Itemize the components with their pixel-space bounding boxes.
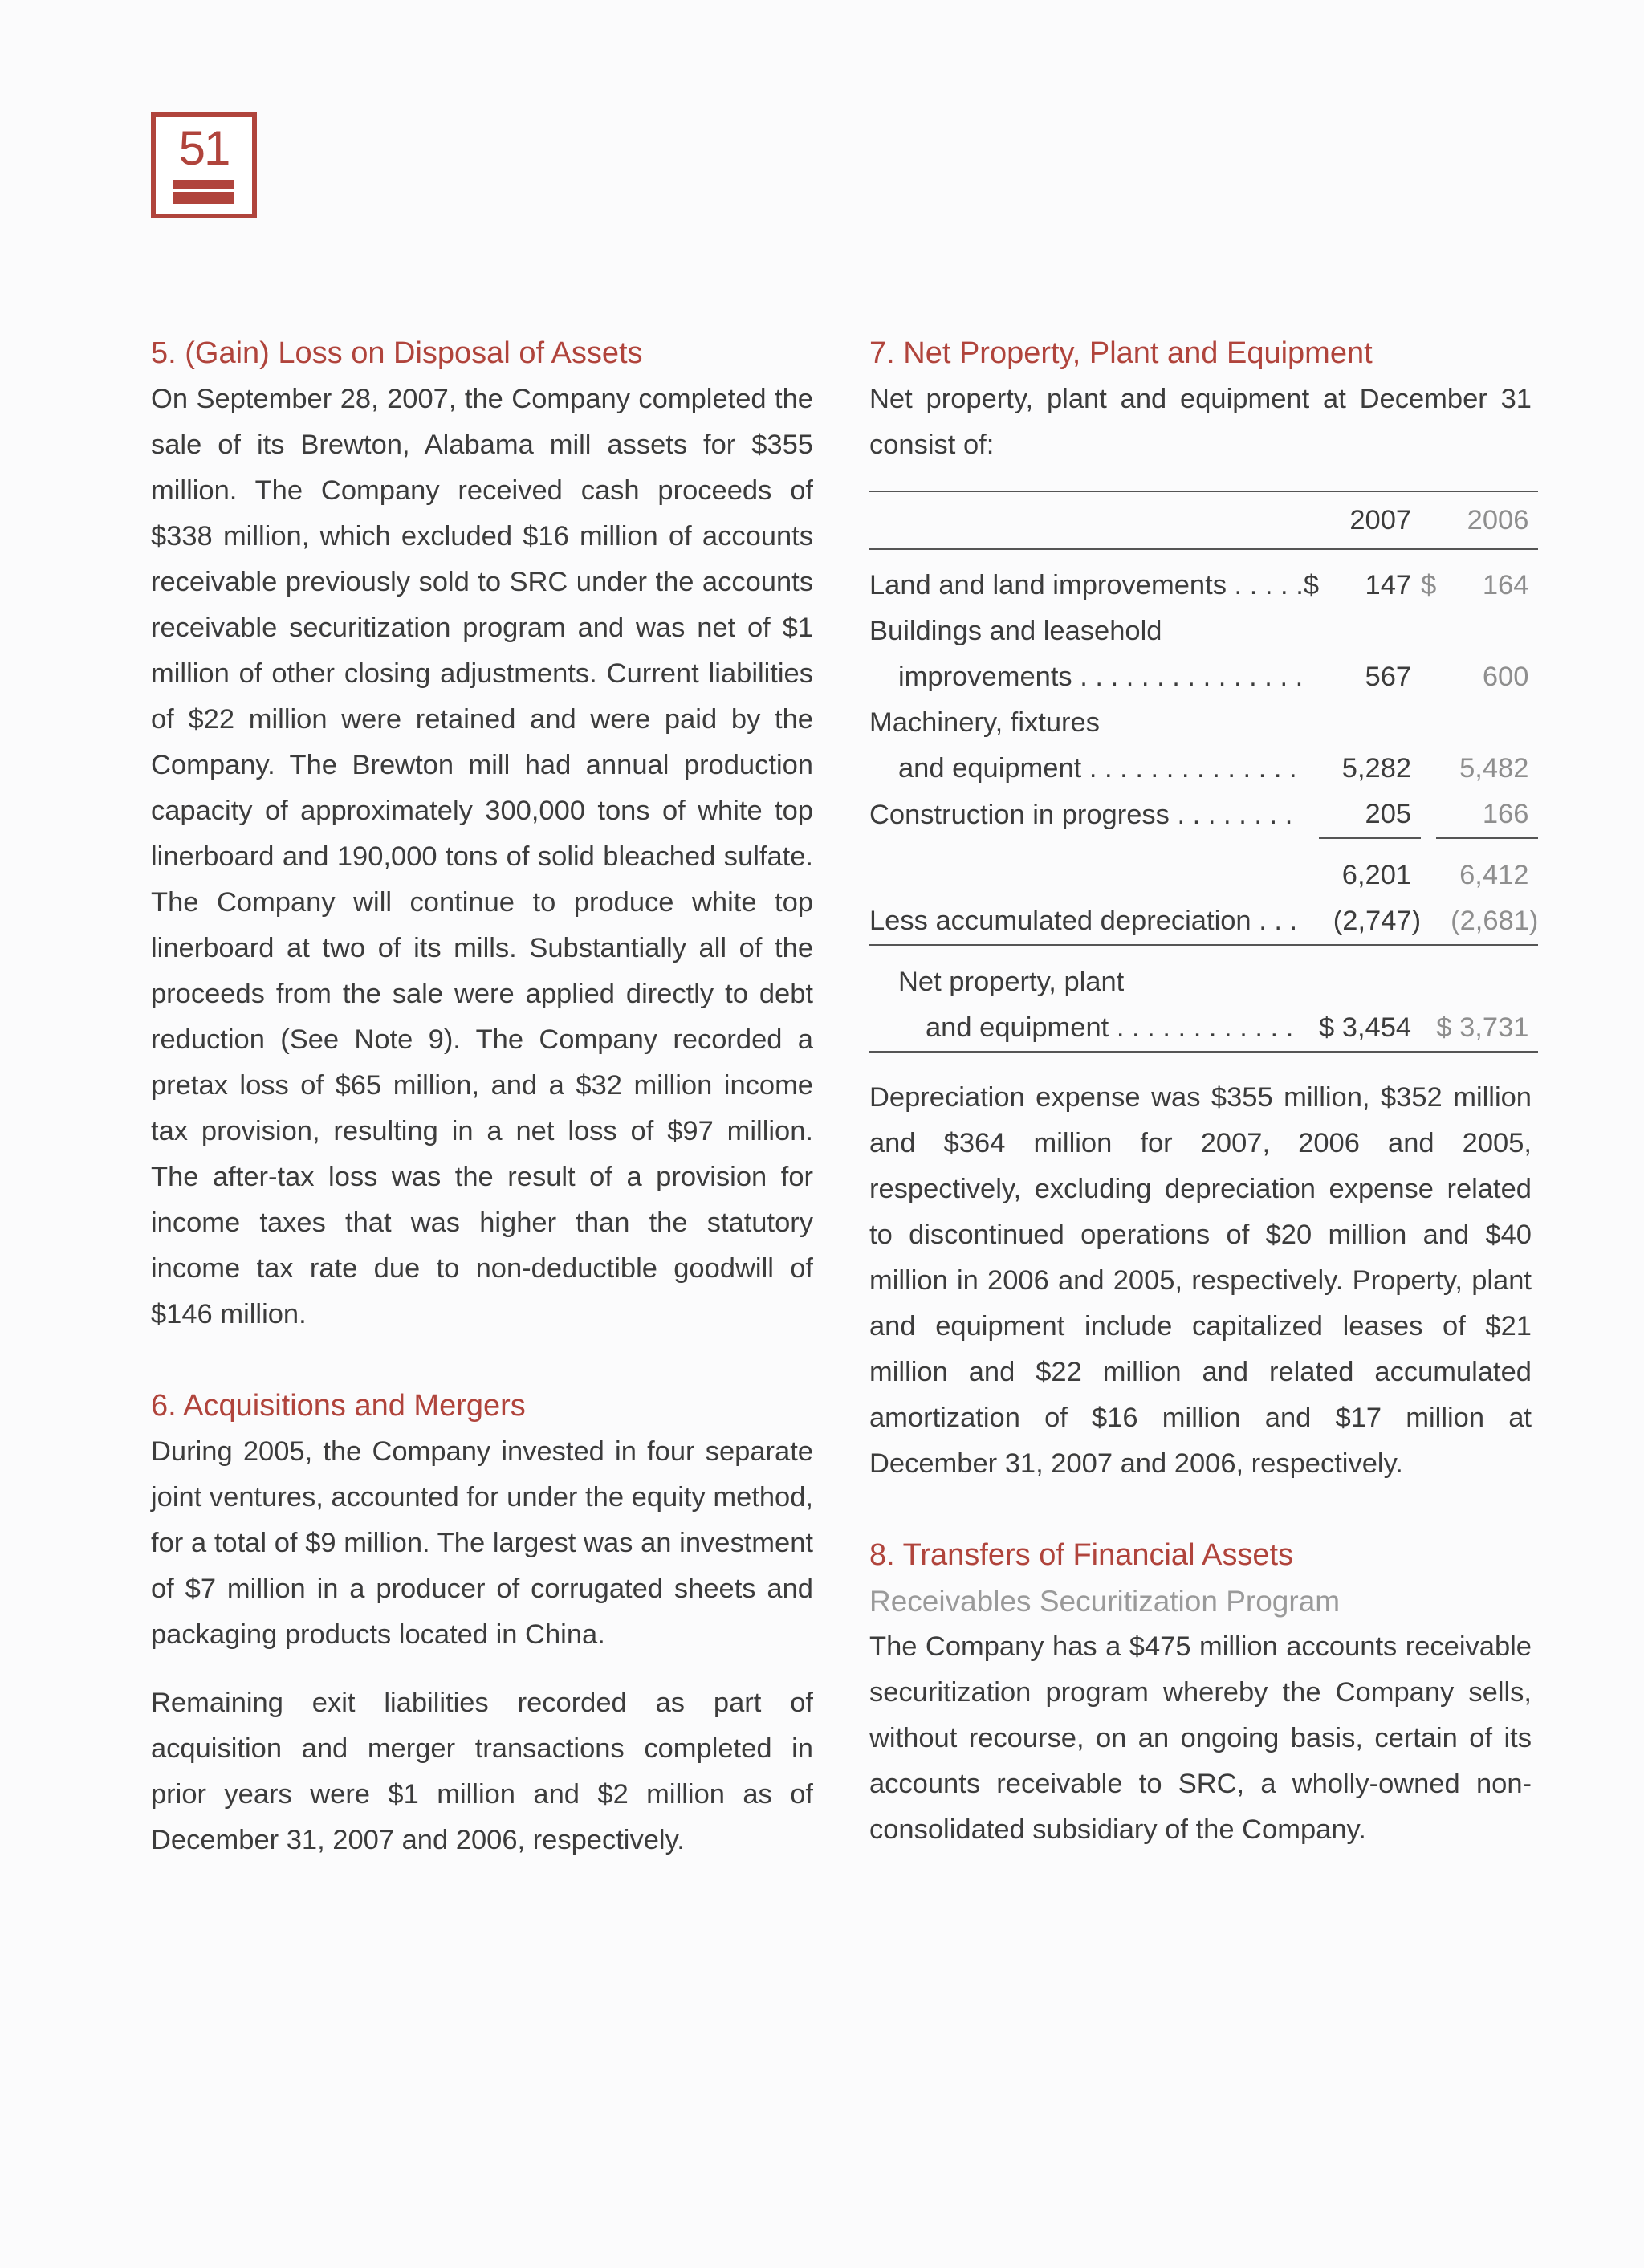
table-row <box>869 700 1538 746</box>
section8-body: The Company has a $475 million accounts receivable securitization program whereby the Company sells, without recourse, on an ongoing basis, certain of its accounts receivable to SRC, a wholly-owned non-consolidated subsidiary of the Company. <box>869 1631 1532 1845</box>
row-label-net-1: Net property, plant <box>898 967 1125 997</box>
col-header-2007: 2007 <box>1319 491 1421 549</box>
table-row <box>869 792 1538 838</box>
subtotal-2007: 6,201 <box>1341 860 1412 890</box>
construction-2007: 205 <box>1319 792 1421 838</box>
table-row <box>869 746 1538 792</box>
land-2007: 147 <box>1365 570 1412 601</box>
buildings-2007: 567 <box>1365 662 1412 692</box>
row-label-machinery-1: Machinery, fixtures <box>869 707 1100 738</box>
table-row <box>869 945 1538 1005</box>
section6-heading: 6. Acquisitions and Mergers <box>151 1389 526 1423</box>
table-row <box>869 609 1538 654</box>
right-column <box>869 331 1539 1853</box>
subtotal-2006: 6,412 <box>1459 860 1529 890</box>
row-label-buildings-2: improvements . . . . . . . . . . . . . . . <box>898 662 1304 692</box>
ppe-table <box>869 491 1538 1053</box>
section6-para1: During 2005, the Company invested in four separate joint ventures, accounted for under the equity method, for a total of $9 million. The largest was an investment of $7 million in a producer of corrugated sheets and packaging products located in China. <box>151 1436 813 1650</box>
land-2006: 164 <box>1482 570 1529 601</box>
page-number-badge <box>151 112 257 218</box>
depreciation-2007: (2,747) <box>1319 898 1421 945</box>
section7-after-text: Depreciation expense was $355 million, $352 million and $364 million for 2007, 2006 and 2005, respectively, excluding depreciation expense related to discontinued operations of $20 million and $40 million in 2006 and 2005, respectively. Property, plant and equipment include capitalized leases of $21 million and $22 million and related accumulated amortization of $16 million and $17 million at December 31, 2007 and 2006, respectively. <box>869 1082 1532 1479</box>
buildings-2006: 600 <box>1482 662 1529 692</box>
net-ppe-2006: $ 3,731 <box>1436 1005 1538 1052</box>
table-row <box>869 563 1538 609</box>
row-label-machinery-2: and equipment . . . . . . . . . . . . . . <box>898 753 1297 784</box>
table-header-row <box>869 491 1538 549</box>
table-row <box>869 838 1538 898</box>
currency-2006: $ <box>1421 570 1437 601</box>
depreciation-2006: (2,681) <box>1436 898 1538 945</box>
section5-body: On September 28, 2007, the Company completed the sale of its Brewton, Alabama mill assets for $355 million. The Company received cash proceeds of $338 million, which excluded $16 million of accounts receivable previously sold to SRC under the accounts receivable securitization program and was net of $1 million of other closing adjustments. Current liabilities of $22 million were retained and were paid by the Company. The Brewton mill had annual production capacity of approximately 300,000 tons of white top linerboard and 190,000 tons of solid bleached sulfate. The Company will continue to produce white top linerboard at two of its mills. Substantially all of the proceeds from the sale were applied directly to debt reduction (See Note 9). The Company recorded a pretax loss of $65 million, and a $32 million income tax provision, resulting in a net loss of $97 million. The after-tax loss was the result of a provision for income taxes that was higher than the statutory income tax rate due to non-deductible goodwill of $146 million. <box>151 384 813 1329</box>
row-label-net-2: and equipment . . . . . . . . . . . . <box>869 1005 1304 1052</box>
section7-heading: 7. Net Property, Plant and Equipment <box>869 336 1373 370</box>
left-column <box>151 331 813 1863</box>
table-row <box>869 898 1538 945</box>
currency-2007: $ <box>1303 570 1319 601</box>
section5-heading: 5. (Gain) Loss on Disposal of Assets <box>151 336 643 370</box>
table-row <box>869 654 1538 700</box>
table-row <box>869 1005 1538 1052</box>
machinery-2006: 5,482 <box>1459 753 1529 784</box>
section8-subheading: Receivables Securitization Program <box>869 1585 1341 1618</box>
page-number: 51 <box>178 121 230 175</box>
page-badge-bar <box>173 180 234 204</box>
section7-intro: Net property, plant and equipment at December 31 consist of: <box>869 384 1532 460</box>
machinery-2007: 5,282 <box>1341 753 1412 784</box>
construction-2006: 166 <box>1436 792 1538 838</box>
section8-heading: 8. Transfers of Financial Assets <box>869 1538 1294 1572</box>
row-label-construction: Construction in progress . . . . . . . . <box>869 800 1293 830</box>
net-ppe-2007: $ 3,454 <box>1319 1005 1421 1052</box>
row-label-land: Land and land improvements . . . . . <box>869 570 1304 601</box>
section6-para2: Remaining exit liabilities recorded as part of acquisition and merger transactions completed in prior years were $1 million and $2 million as of December 31, 2007 and 2006, respectively. <box>151 1688 813 1855</box>
row-label-depreciation: Less accumulated depreciation . . . <box>869 898 1304 945</box>
col-header-2006: 2006 <box>1436 491 1538 549</box>
row-label-buildings-1: Buildings and leasehold <box>869 616 1162 646</box>
